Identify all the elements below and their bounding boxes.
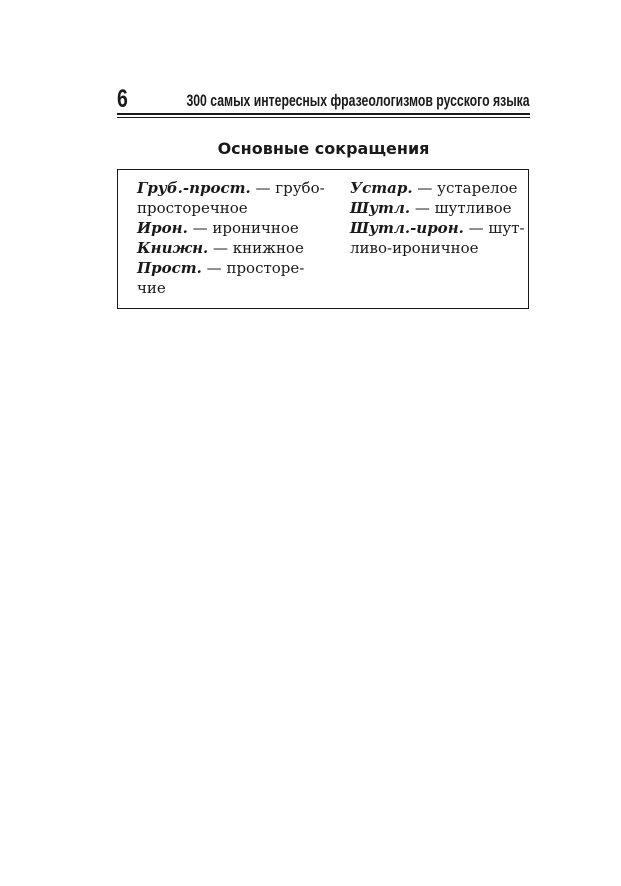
abbr-line [350,198,525,218]
abbr-term: Шутл.-ирон. [350,219,464,237]
abbr-line [137,218,332,238]
abbreviations-right-column [350,178,525,258]
page-number: 6 [117,85,128,113]
abbr-line [137,258,332,278]
header-rule-thick [117,113,530,115]
abbr-definition: — шут- [463,219,525,237]
abbr-line [350,178,525,198]
abbr-line [137,178,332,198]
abbr-definition: — устарелое [412,179,518,197]
abbr-definition: чие [137,279,166,297]
abbreviations-left-column [137,178,332,298]
page-header [117,86,530,114]
abbr-definition: — книжное [208,239,304,257]
abbr-definition: — шутливое [410,199,512,217]
abbr-definition: — ироничное [187,219,299,237]
abbr-definition: просторечное [137,199,248,217]
abbr-term: Книжн. [137,239,209,257]
abbr-definition: — грубо- [250,179,325,197]
abbr-line [137,238,332,258]
section-title: Основные сокращения [217,139,430,158]
abbr-line [137,198,332,218]
abbr-term: Груб.-прост. [137,179,251,197]
header-rule-thin [117,117,530,118]
abbr-line [350,218,525,238]
abbr-term: Устар. [350,179,413,197]
abbr-definition: ливо-ироничное [350,239,479,257]
abbr-line [350,238,525,258]
abbr-line [137,278,332,298]
abbr-term: Ирон. [137,219,188,237]
abbr-term: Шутл. [350,199,411,217]
abbr-term: Прост. [137,259,202,277]
running-title: 300 самых интересных фразеологизмов русского языка [186,91,530,110]
abbreviations-box [117,169,529,309]
abbr-definition: — просторе- [201,259,305,277]
